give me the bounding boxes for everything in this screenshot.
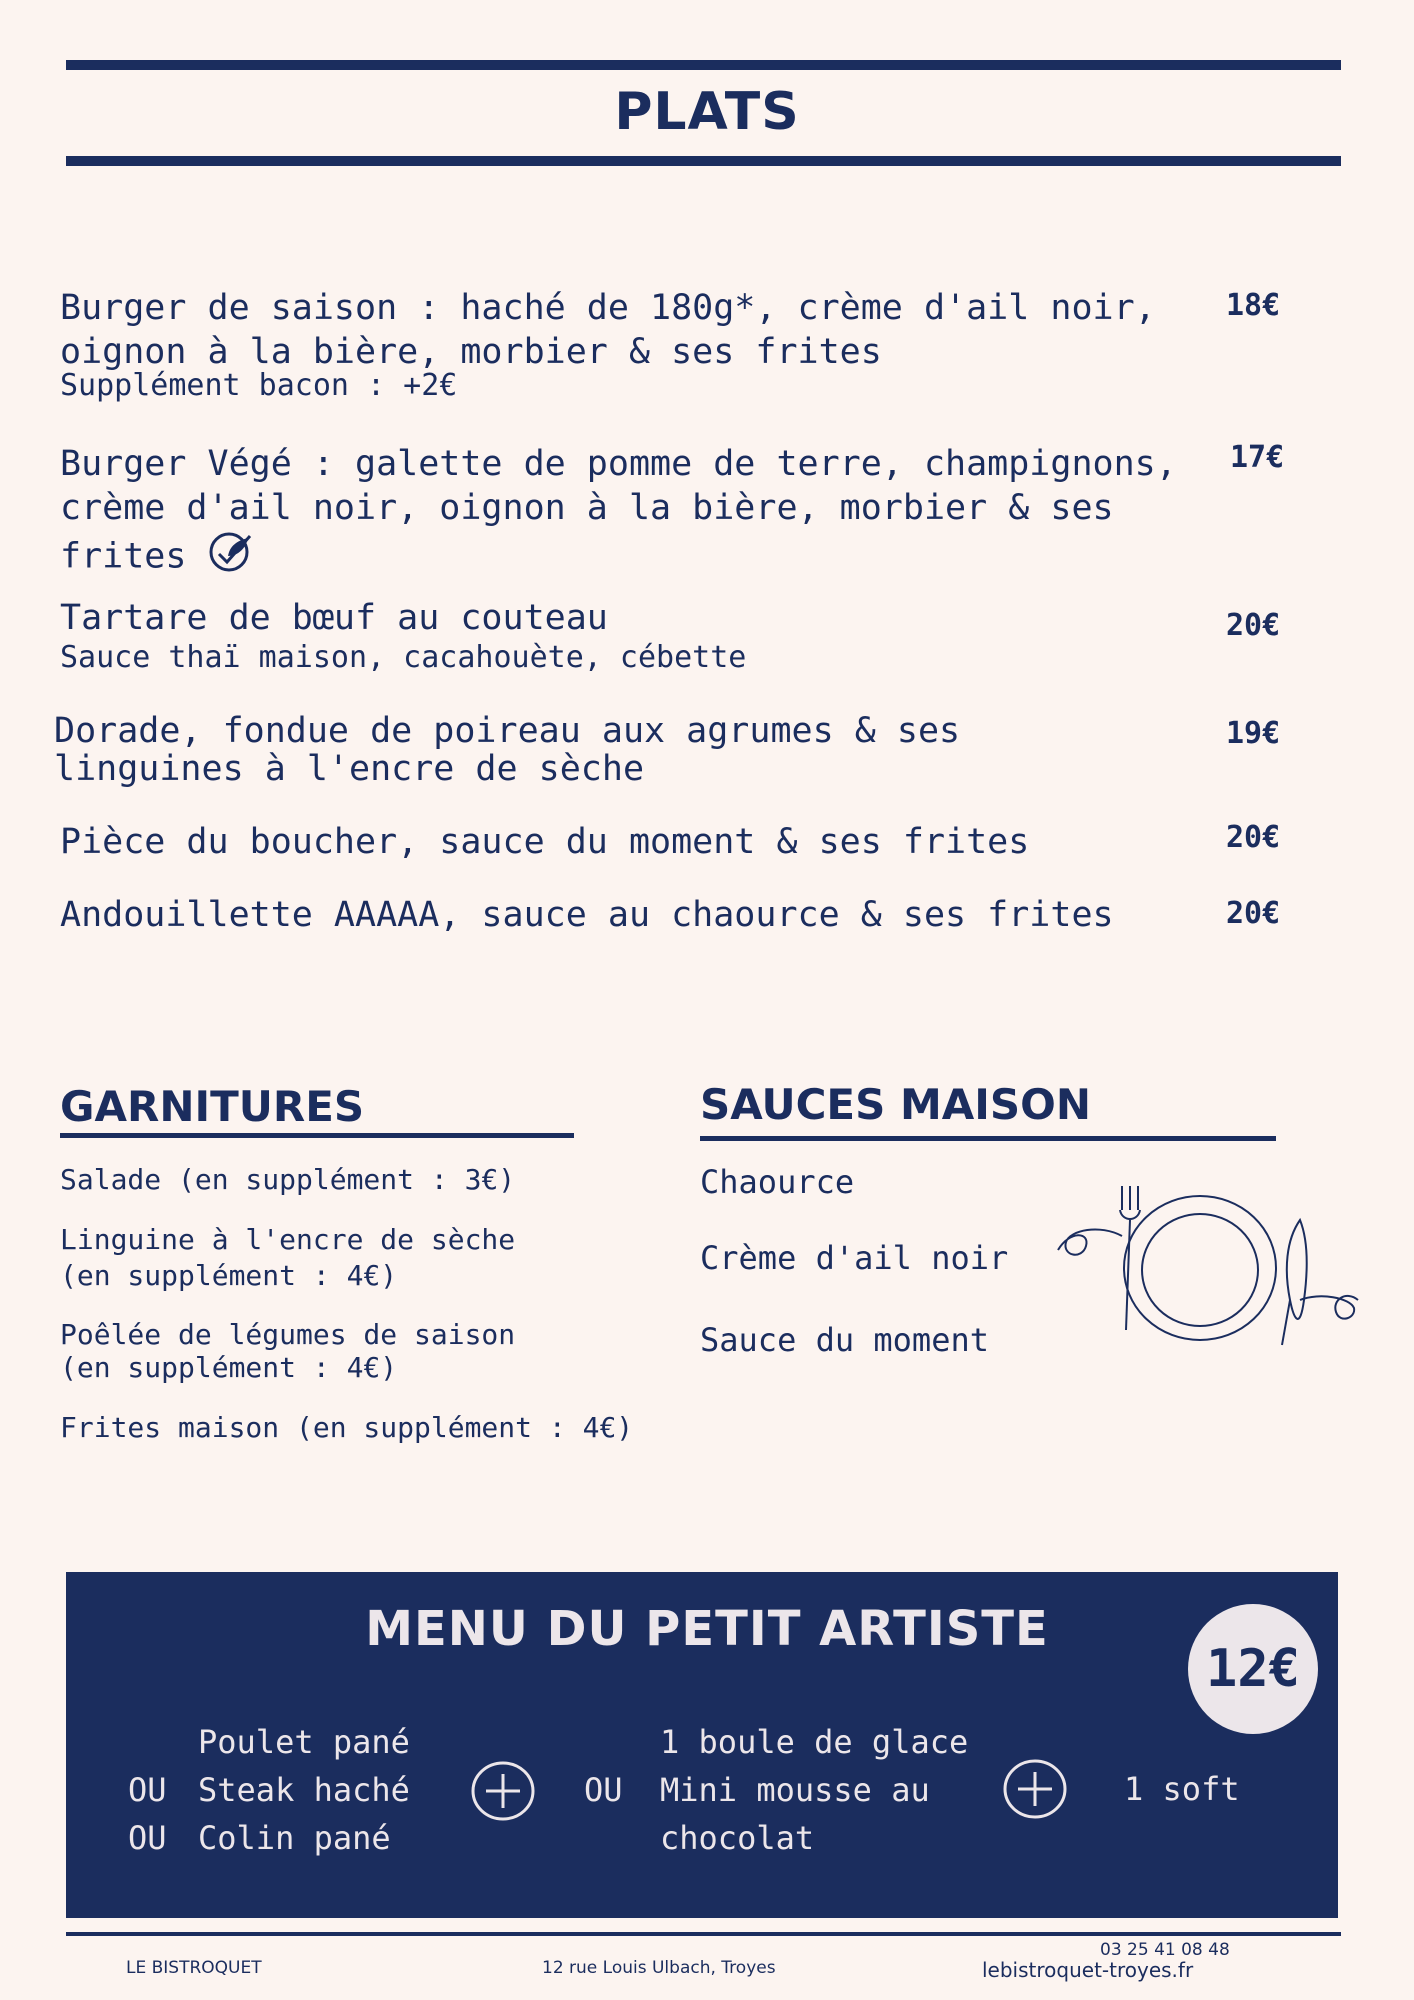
- garniture-item: Linguine à l'encre de sèche (en supplément : 4€): [60, 1223, 516, 1292]
- kids-main-item: Colin pané: [198, 1819, 391, 1857]
- plus-circle-icon: [470, 1760, 536, 1826]
- dish-description: oignon à la bière, morbier & ses frites: [60, 332, 882, 372]
- garniture-item: Poêlée de légumes de saison (en supplément : 4€): [60, 1318, 516, 1384]
- dish-price: 17€: [1230, 440, 1285, 475]
- dish-description: crème d'ail noir, oignon à la bière, morbier & ses: [60, 488, 1114, 528]
- sauce-item: Chaource: [700, 1163, 855, 1201]
- kids-menu-price: 12€: [1188, 1604, 1318, 1734]
- or-label: OU: [128, 1771, 167, 1809]
- plate-fork-knife-icon: [1050, 1180, 1360, 1364]
- dish-name: Dorade, fondue de poireau aux agrumes & ses: [54, 711, 961, 751]
- kids-desserts-list: [584, 1718, 968, 1862]
- sauce-item: Crème d'ail noir: [700, 1239, 1009, 1277]
- sauce-item: Sauce du moment: [700, 1321, 989, 1359]
- dish-name: Burger Végé : galette de pomme de terre, champignons,: [60, 444, 1177, 484]
- dish-item: [60, 442, 1177, 585]
- dish-name: Burger de saison : haché de 180g*, crème d'ail noir,: [60, 288, 1156, 328]
- garnitures-title: GARNITURES: [60, 1082, 365, 1131]
- kids-dessert-item: chocolat: [660, 1819, 815, 1857]
- dish-item: [60, 596, 746, 676]
- dish-description: linguines à l'encre de sèche: [54, 749, 645, 789]
- dish-price: 20€: [1226, 820, 1281, 855]
- dish-item: [54, 712, 960, 788]
- or-label: OU: [584, 1771, 623, 1809]
- dish-item: [60, 286, 1156, 404]
- plus-circle-icon: [1002, 1758, 1068, 1824]
- dish-description: frites: [60, 530, 1177, 585]
- kids-drink-item: 1 soft: [1124, 1770, 1240, 1808]
- kids-main-item: Poulet pané: [198, 1723, 410, 1761]
- kids-mains-list: [128, 1718, 410, 1862]
- dish-item: [60, 820, 1029, 864]
- dish-price: 20€: [1226, 608, 1281, 643]
- sauces-title: SAUCES MAISON: [700, 1080, 1091, 1129]
- dish-name: Andouillette AAAAA, sauce au chaource & ses frites: [60, 895, 1114, 935]
- dish-description: Sauce thaï maison, cacahouète, cébette: [60, 640, 747, 675]
- page-title: PLATS: [614, 82, 800, 142]
- dish-supplement: Supplément bacon : +2€: [60, 368, 458, 403]
- kids-main-item: Steak haché: [198, 1771, 410, 1809]
- dish-name: Pièce du boucher, sauce du moment & ses frites: [60, 822, 1030, 862]
- footer-phone: 03 25 41 08 48: [1100, 1940, 1230, 1960]
- garniture-item: Salade (en supplément : 3€): [60, 1163, 516, 1196]
- dish-price: 20€: [1226, 896, 1281, 931]
- garnitures-underline: [60, 1133, 574, 1138]
- kids-dessert-item: 1 boule de glace: [660, 1723, 969, 1761]
- header-bottom-rule: [66, 156, 1341, 166]
- dish-name: Tartare de bœuf au couteau: [60, 598, 608, 638]
- footer-website-link[interactable]: lebistroquet-troyes.fr: [982, 1958, 1194, 1982]
- dish-item: [60, 893, 1114, 937]
- footer-rule: [66, 1932, 1341, 1936]
- vegetarian-leaf-icon: [208, 530, 254, 585]
- kids-dessert-item: Mini mousse au: [660, 1771, 930, 1809]
- dish-price: 18€: [1226, 288, 1281, 323]
- or-label: OU: [128, 1819, 167, 1857]
- footer-restaurant-name: LE BISTROQUET: [126, 1958, 262, 1978]
- kids-menu-title: MENU DU PETIT ARTISTE: [365, 1601, 1049, 1657]
- garniture-item: Frites maison (en supplément : 4€): [60, 1411, 634, 1444]
- sauces-underline: [700, 1136, 1276, 1141]
- footer-address: 12 rue Louis Ulbach, Troyes: [542, 1958, 776, 1978]
- header-top-rule: [66, 60, 1341, 70]
- dish-price: 19€: [1226, 716, 1281, 751]
